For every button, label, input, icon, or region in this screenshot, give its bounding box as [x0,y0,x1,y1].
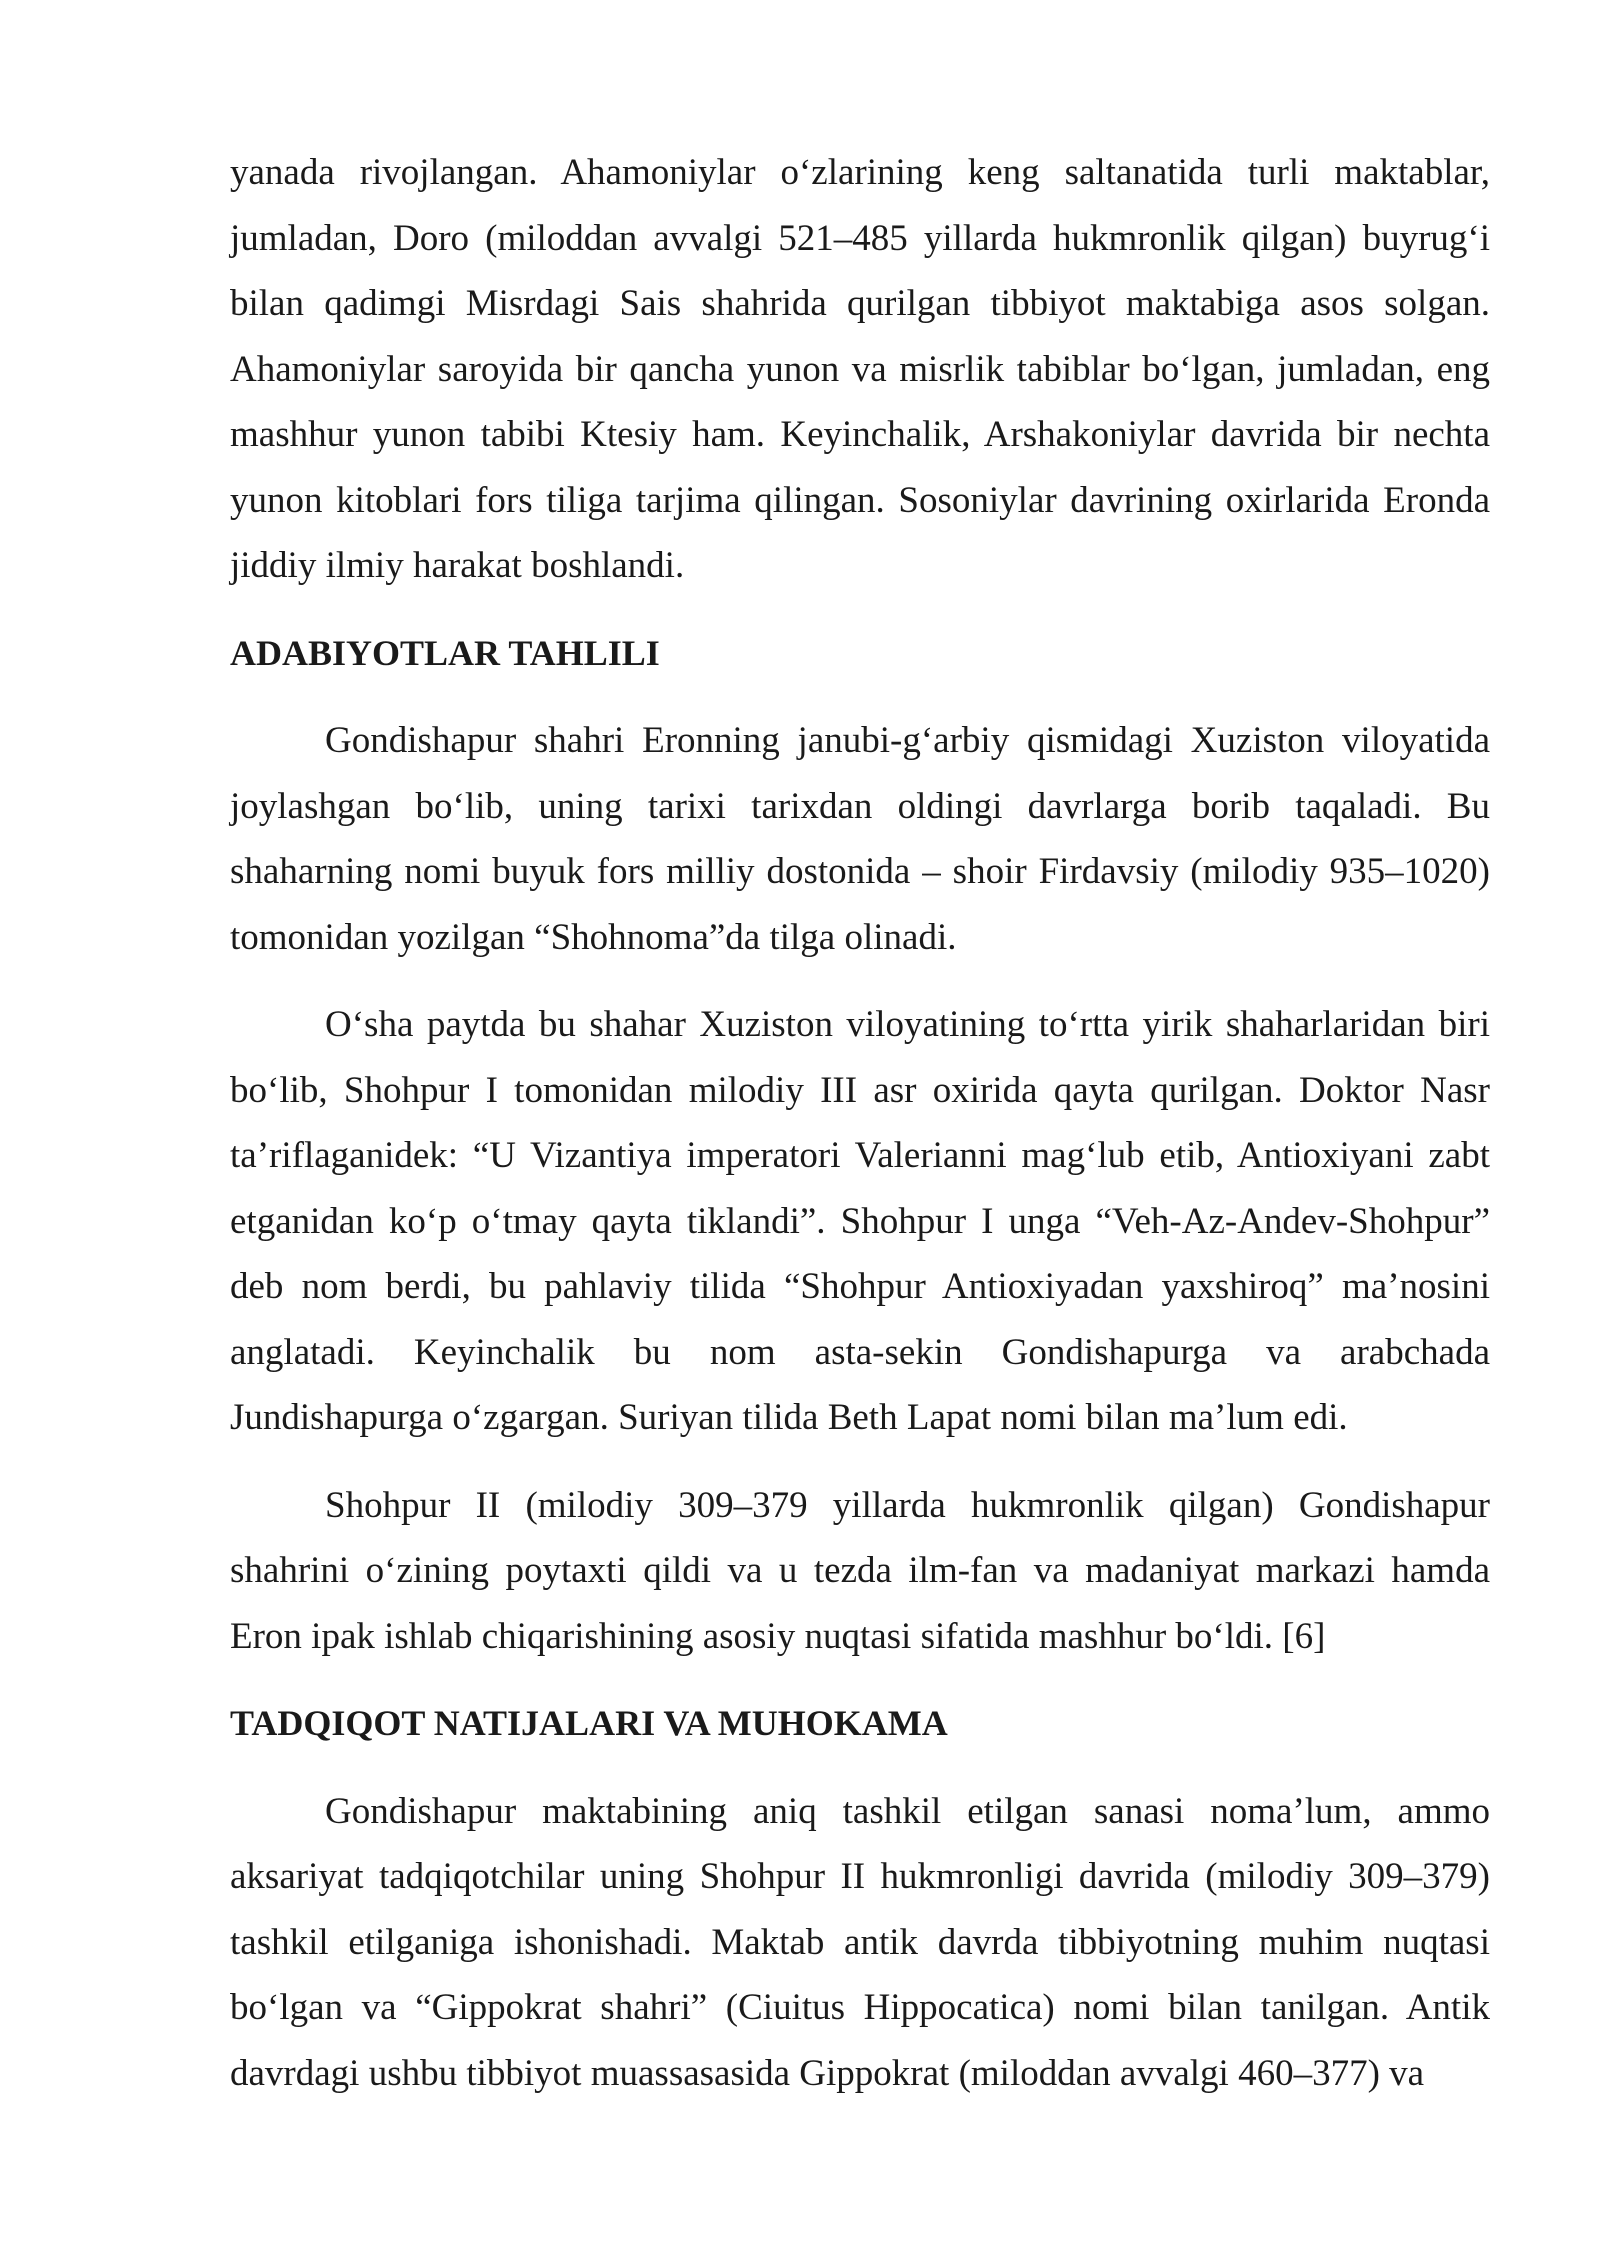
section-heading-literature-review: ADABIYOTLAR TAHLILI [230,632,660,673]
paragraph-intro: yanada rivojlangan. Ahamoniylar o‘zlarining keng saltanatida turli maktablar, jumladan, Doro (miloddan avvalgi 521–485 yillarda hukmronlik qilgan) buyrug‘i bilan qadimgi Misrdagi Sais shahrida qurilgan tibbiyot maktabiga asos solgan. Ahamoniylar saroyida bir qancha yunon va misrlik tabiblar bo‘lgan, jumladan, eng mashhur yunon tabibi Ktesiy ham. Keyinchalik, Arshakoniylar davrida bir nechta yunon kitoblari fors tiliga tarjima qilingan. Sosoniylar davrining oxirlarida Eronda jiddiy ilmiy harakat boshlandi. [230,152,1490,586]
paragraph-shohpur-ii: Shohpur II (milodiy 309–379 yillarda hukmronlik qilgan) Gondishapur shahrini o‘zining poytaxti qildi va u tezda ilm-fan va madaniyat markazi hamda Eron ipak ishlab chiqarishining asosiy nuqtasi sifatida mashhur bo‘ldi. [6] [230,1484,1490,1657]
document-page [230,140,1490,2128]
paragraph-school-founding: Gondishapur maktabining aniq tashkil etilgan sanasi noma’lum, ammo aksariyat tadqiqotchilar uning Shohpur II hukmronligi davrida (milodiy 309–379) tashkil etilganiga ishonishadi. Maktab antik davrda tibbiyotning muhim nuqtasi bo‘lgan va “Gippokrat shahri” (Ciuitus Hippocatica) nomi bilan tanilgan. Antik davrdagi ushbu tibbiyot muassasasida Gippokrat (miloddan avvalgi 460–377) va [230,1790,1490,2094]
paragraph-gondishapur-location: Gondishapur shahri Eronning janubi-g‘arbiy qismidagi Xuziston viloyatida joylashgan bo‘lib, uning tarixi tarixdan oldingi davrlarga borib taqaladi. Bu shaharning nomi buyuk fors milliy dostonida – shoir Firdavsiy (milodiy 935–1020) tomonidan yozilgan “Shohnoma”da tilga olinadi. [230,720,1490,958]
section-heading-results-discussion: TADQIQOT NATIJALARI VA MUHOKAMA [230,1703,948,1743]
paragraph-shohpur-i: O‘sha paytda bu shahar Xuziston viloyatining to‘rtta yirik shaharlaridan biri bo‘lib, Shohpur I tomonidan milodiy III asr oxirida qayta qurilgan. Doktor Nasr ta’riflaganidek: “U Vizantiya imperatori Valerianni mag‘lub etib, Antioxiyani zabt etganidan ko‘p o‘tmay qayta tiklandi”. Shohpur I unga “Veh-Az-Andev-Shohpur” deb nom berdi, bu pahlaviy tilida “Shohpur Antioxiyadan yaxshiroq” ma’nosini anglatadi. Keyinchalik bu nom asta-sekin Gondishapurga va arabchada Jundishapurga o‘zgargan. Suriyan tilida Beth Lapat nomi bilan ma’lum edi. [230,1004,1490,1438]
